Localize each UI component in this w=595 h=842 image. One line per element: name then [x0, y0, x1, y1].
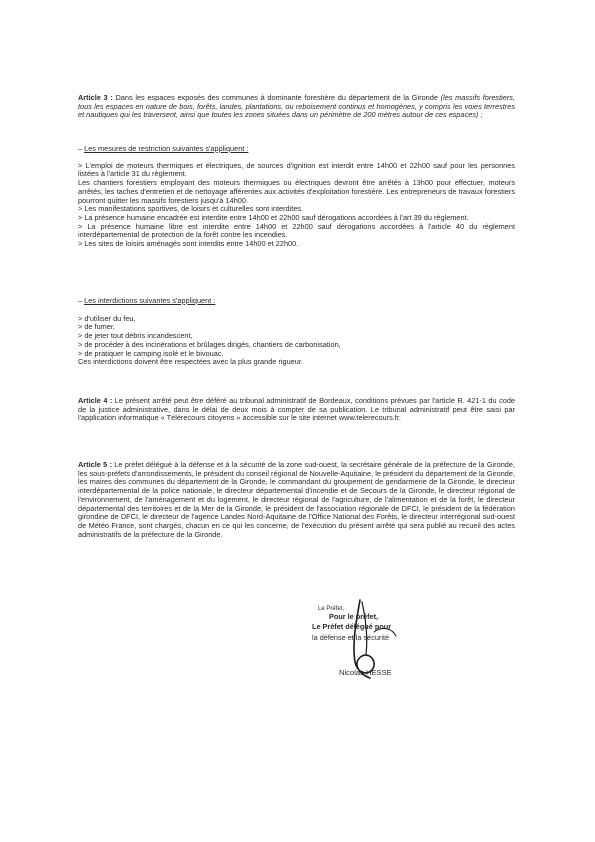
interdiction-line: > de pratiquer le camping isolé et le bivouac. [78, 348, 224, 358]
article-5 [78, 461, 515, 539]
measure-line: Les chantiers forestiers employant des moteurs thermiques ou électriques devront être arrêtés à 13h00 pour effectuer, moteurs arrêtés, les taches d'entretien et de nettoyage afférentes aux activités d'exploitation forestière. Les entrepreneurs de travaux forestiers pourront quitter les massifs forestiers jusqu'à 14h00. [78, 178, 515, 205]
signature-le-prefet: Le Préfet, [318, 606, 345, 612]
interdictions: – Les interdictions suivantes s'appliquent : > d'utiliser du feu, > de fumer, > de jeter tout débris incandescent, > de procéder à des incinérations et brûlages dirigés, chantiers de carbonisation, > de pratiquer le camping isolé et le bivouac. Ces interdictions doivent être respectées avec la plus grande rigueur. [78, 297, 515, 367]
restriction-heading: Les mesures de restriction suivantes s'appliquent : [84, 144, 249, 153]
interdiction-line: > d'utiliser du feu, [78, 313, 136, 323]
signatory-name: Nicolas HESSE [339, 668, 392, 677]
article-3-italic: (les massifs forestiers, tous les espaces en nature de bois, forêts, landes, plantations, ou reboisement continus et homogènes, y compris les voies terrestres et nautiques qui les traversent, ainsi que toutes les zones situées dans un périmètre de 200 mètres autour de ces espaces) ; [78, 93, 515, 120]
article-5-text: Le préfet délégué à la défense et à la sécurité de la zone sud-ouest, la secrétaire générale de la préfecture de la Gironde, les sous-préfets d'arrondissements, le président du conseil régional de Nouvelle-Aquitaine, le président du département de la Gironde, les maires des communes du département de la Gironde, le commandant du groupement de gendarmerie de la Gironde, le directeur interdépartemental de la police nationale, le directeur départemental d'incendie et de Secours de la Gironde, le directeur régional de l'environnement, de l'aménagement et du logement, le directeur régional de l'agriculture, de l'alimentation et de la forêt, le directeur départemental des territoires et de la Mer de la Gironde, le président de l'association régionale de DFCI, le président de la fédération girondine de DFCI, le directeur de l'agence Landes Nord-Aquitaine de l'Office National des Forêts, le directeur interrégional sud-ouest de Météo France, sont chargés, chacun en ce qui les concerne, de l'exécution du présent arrêté qui sera publié au recueil des actes administratifs de la préfecture de la Gironde. [78, 460, 516, 539]
interdiction-line: > de procéder à des incinérations et brûlages dirigés, chantiers de carbonisation, [78, 339, 341, 349]
article-4 [78, 397, 515, 423]
article-3 [78, 94, 515, 120]
article-3-label: Article 3 : [78, 93, 113, 102]
measure-line: > Les manifestations sportives, de loisirs et culturelles sont interdites. [78, 204, 304, 214]
restriction-measures: – Les mesures de restriction suivantes s'appliquent : > L'emploi de moteurs thermiques et électriques, de sources d'ignition est interdit entre 14h00 et 22h00 sauf pour les personnes listées à l'article 31 du règlement. Les chantiers forestiers employant des moteurs thermiques ou électriques devront être arrêtés à 13h00 pour effectuer, moteurs arrêtés, les taches d'entretien et de nettoyage afférentes aux activités d'exploitation forestière. Les entrepreneurs de travaux forestiers pourront quitter les massifs forestiers jusqu'à 14h00. > Les manifestations sportives, de loisirs et culturelles sont interdites. > La présence humaine encadrée est interdite entre 14h00 et 22h00 sauf dérogations accordées à l'art 39 du règlement. > La présence humaine libre est interdite entre 14h00 et 22h00 sauf dérogations accordées à l'article 40 du règlement interdépartemental de protection de la forêt contre les incendies. > Les sites de loisirs aménagés sont interdits entre 14h00 et 22h00. [78, 144, 515, 249]
interdiction-line: > de jeter tout débris incandescent, [78, 331, 193, 341]
article-4-text: Le présent arrêté peut être déféré au tribunal administratif de Bordeaux, conditions prévues par l'article R. 421-1 du code de la justice administrative, dans le délai de deux mois à compter de sa publication. Le tribunal administratif peut être saisi par l'application informatique « Télérecours citoyens » accessible sur le site internet www.telerecours.fr. [78, 396, 515, 423]
interdiction-line: > de fumer, [78, 322, 115, 332]
measure-line: > La présence humaine libre est interdite entre 14h00 et 22h00 sauf dérogations accordées à l'article 40 du règlement interdépartemental de protection de la forêt contre les incendies. [78, 221, 515, 240]
interdictions-heading: Les interdictions suivantes s'appliquent : [84, 296, 216, 305]
signature-pour-le-prefet: Pour le préfet, [329, 612, 379, 621]
measure-line: > Les sites de loisirs aménagés sont interdits entre 14h00 et 22h00. [78, 239, 299, 249]
article-4-label: Article 4 : [78, 396, 113, 405]
signature-defense-securite: la défense et la sécurité [312, 633, 390, 642]
signature-prefet-delegue: Le Préfet délégué pour [312, 622, 392, 631]
interdictions-closing: Ces interdictions doivent être respectées avec la plus grande rigueur. [78, 357, 303, 367]
article-5-label: Article 5 : [78, 460, 112, 469]
measure-line: > L'emploi de moteurs thermiques et électriques, de sources d'ignition est interdit entre 14h00 et 22h00 sauf pour les personnes listées à l'article 31 du règlement. [78, 160, 515, 179]
measure-line: > La présence humaine encadrée est interdite entre 14h00 et 22h00 sauf dérogations accordées à l'art 39 du règlement. [78, 212, 469, 222]
article-3-text: Dans les espaces exposés des communes à dominante forestière du département de la Gironde [112, 93, 441, 102]
